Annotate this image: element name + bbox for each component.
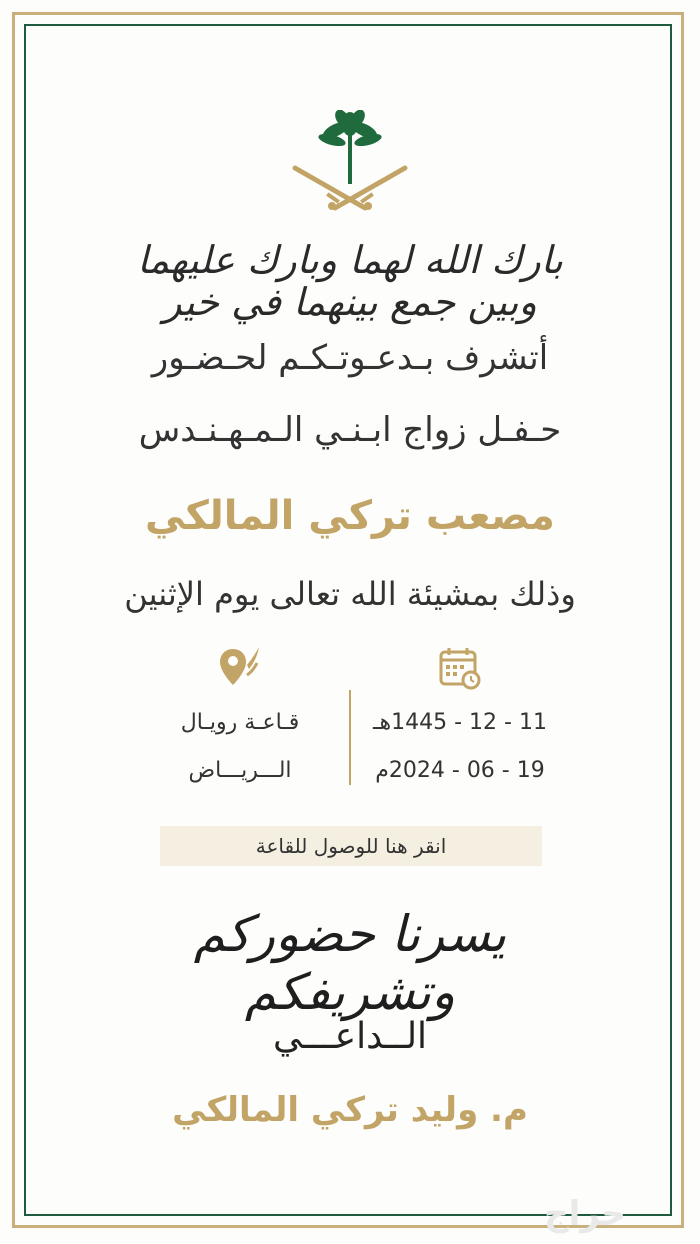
watermark: حراج xyxy=(544,1194,626,1234)
venue-column xyxy=(140,645,340,795)
welcome-calligraphy: يسرنا حضوركم وتشريفكم xyxy=(193,905,507,1021)
host-label: الــداعـــي xyxy=(272,1016,428,1057)
palm-swords-emblem-icon xyxy=(290,110,410,220)
venue-city: الـــريـــاض xyxy=(188,758,292,783)
calendar-icon xyxy=(437,645,483,691)
date-column xyxy=(360,645,560,795)
host-name: م. وليد تركي المالكي xyxy=(172,1090,528,1130)
invitation-line-1: أتشرف بـدعـوتـكـم لحـضـور xyxy=(151,338,549,378)
date-gregorian: 19 - 06 - 2024م xyxy=(375,758,545,783)
blessing-calligraphy: بارك الله لهما وبارك عليهما وبين جمع بينهما في خير xyxy=(137,238,563,324)
groom-name: مصعب تركي المالكي xyxy=(145,493,555,539)
details-divider xyxy=(349,690,351,785)
invitation-line-2: حـفـل زواج ابـنـي الـمـهـنـدس xyxy=(138,410,562,450)
location-pin-icon xyxy=(217,645,263,691)
invitation-line-4: وذلك بمشيئة الله تعالى يوم الإثنين xyxy=(124,575,576,613)
venue-map-link[interactable]: انقر هنا للوصول للقاعة xyxy=(160,826,542,866)
venue-name: قـاعـة رويـال xyxy=(180,710,300,735)
event-details xyxy=(140,645,560,790)
date-hijri: 11 - 12 - 1445هـ xyxy=(373,710,547,735)
